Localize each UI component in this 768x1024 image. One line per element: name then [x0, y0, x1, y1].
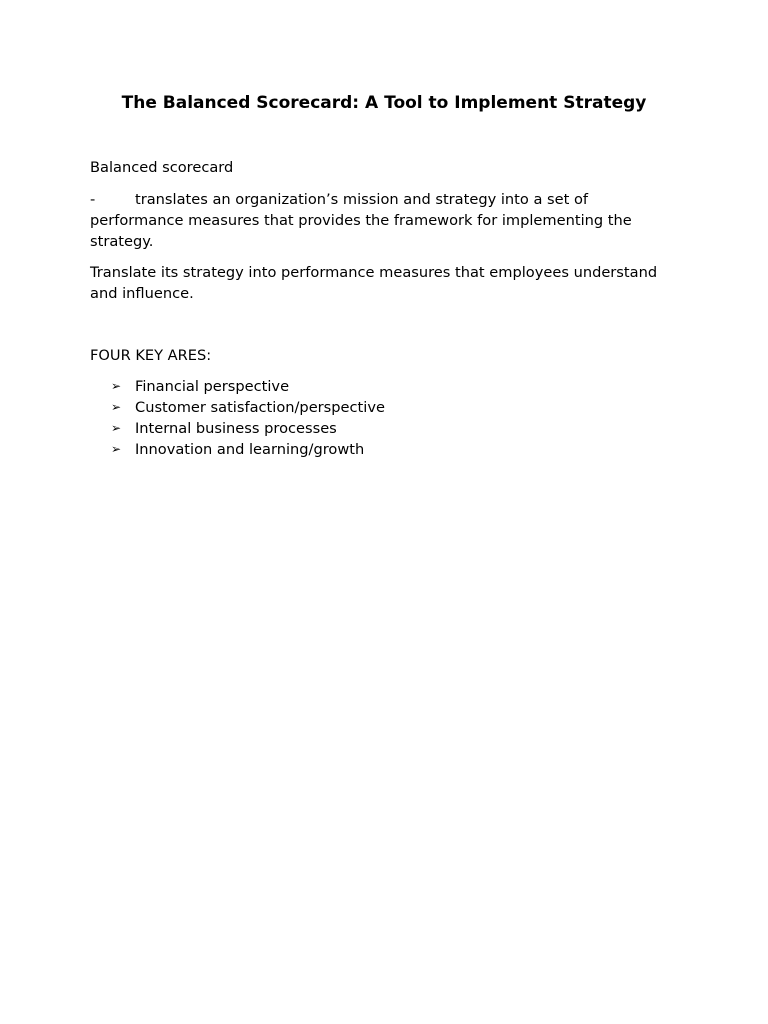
- document-title: The Balanced Scorecard: A Tool to Implement Strategy: [121, 93, 647, 113]
- key-areas-list: [111, 376, 385, 460]
- definition-text: translates an organization’s mission and strategy into a set of performance measures that provides the framework for implementing the strategy.: [90, 191, 632, 250]
- list-item: [111, 397, 385, 418]
- list-item: [111, 418, 385, 439]
- arrow-bullet-icon: ➢: [111, 442, 122, 456]
- list-item: [111, 439, 385, 460]
- list-item-text: Financial perspective: [135, 378, 290, 395]
- list-item-text: Innovation and learning/growth: [135, 441, 365, 458]
- arrow-bullet-icon: ➢: [111, 421, 122, 435]
- dash-marker: -: [90, 191, 96, 208]
- translate-paragraph: Translate its strategy into performance measures that employees understand and influence.: [90, 264, 658, 302]
- four-key-heading: FOUR KEY ARES:: [90, 347, 212, 364]
- definition-paragraph: [90, 189, 670, 252]
- arrow-bullet-icon: ➢: [111, 379, 122, 393]
- arrow-bullet-icon: ➢: [111, 400, 122, 414]
- list-item: [111, 376, 385, 397]
- list-item-text: Internal business processes: [135, 420, 337, 437]
- list-item-text: Customer satisfaction/perspective: [135, 399, 385, 416]
- section-label: Balanced scorecard: [90, 159, 234, 176]
